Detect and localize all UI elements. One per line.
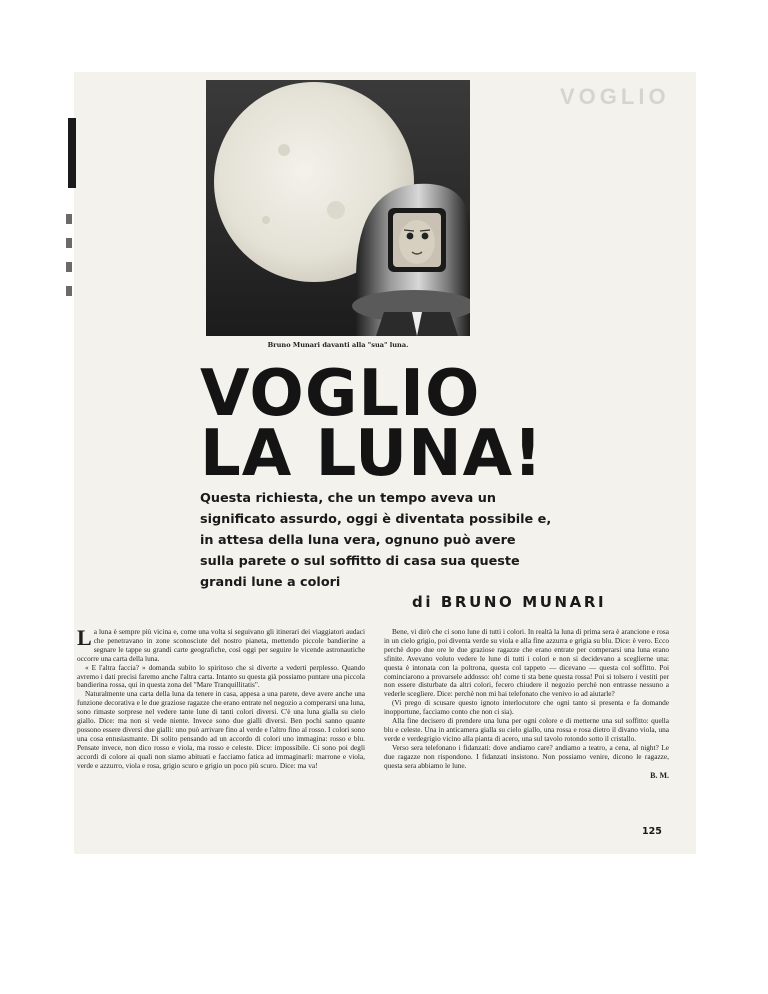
facing-page-edge [68,118,76,188]
byline: di BRUNO MUNARI [412,593,607,611]
title-line-2: LA LUNA! [200,417,544,491]
text-column-right [384,628,669,780]
author-signature: B. M. [650,770,669,780]
facing-page-fragments [66,200,76,320]
bleed-through-title: VOGLIO [560,84,670,109]
paragraph: Alla fine decisero di prendere una luna per ogni colore e di metterne una sul soffitto: quella blu e celeste. Una in anticamera gialla su cielo giallo, una rossa e rosa dietro il divano viola, una verde e verdegrigio vicino alla pianta di acero, una sul tavolo rotondo sotto il cristallo. [384,716,669,743]
paragraph: Verso sera telefonano i fidanzati: dove andiamo care? andiamo a teatro, a cena, al night? Le due ragazze non rispondono. I fidanzati insistono. Non possiamo venire, dicono le ragazze, questa sera abbiamo le lune. [384,742,669,770]
photo-caption: Bruno Munari davanti alla "sua" luna. [267,341,409,349]
article-subtitle: Questa richiesta, che un tempo aveva un significato assurdo, oggi è diventata possibile e, in attesa della luna vera, ognuno può avere sulla parete o sul soffitto di casa sua queste grandi lune a colori [200,491,552,590]
drop-cap: L [77,625,92,650]
photo-munari-moon [206,80,470,336]
article-title [200,357,544,491]
title-line-1: VOGLIO [200,357,481,431]
paragraph: « E l'altra faccia? » domanda subito lo spiritoso che si diverte a vederti perplesso. Quando avremo i dati precisi faremo anche l'altra carta. Intanto su questa già possiamo puntare una piccola bandierina rossa, qui in questa zona del "Mare Tranquillitatis". [77,662,365,690]
paragraph: La luna è sempre più vicina e, come una volta si seguivano gli itinerari dei viaggiatori audaci che penetravano in zone sconosciute del nostro pianeta, mettendo piccole bandierine a segnare le tappe su grandi carte geografiche, così oggi per seguire le vicende astronautiche occorre una carta della luna. [77,625,365,663]
text-column-left [77,625,365,771]
page-number: 125 [642,826,662,837]
paragraph: Naturalmente una carta della luna da tenere in casa, appesa a una parete, deve avere anche una funzione decorativa e le due graziose ragazze che erano entrate nel negozio a comperarsi una luna, sono rimaste sorprese nel vedere tante lune di tanti colori diversi. C'è una luna gialla su cielo giallo. Dice: ma non si vede niente. Invece sono due gialli diversi. Ben pochi sanno quante possono essere diversi due gialli: uno può arrivare fino al verde e l'altro fino al rosso. I colori sono una cosa entusiasmante. Di solito pensando ad un accordo di colori uno immagina: rosso e blu. Pensate invece, non dico rosso e viola, ma rosso e celeste. Dice: impossibile. Ci sono poi degli accordi di colore ai quali non siamo abituati e facciamo fatica ad immaginarli: marrone e viola, verde e azzurro, viola e rosa, grigio scuro e grigio un poco più scuro. Dice: ma va! [77,689,365,770]
paragraph: (Vi prego di scusare questo ignoto interlocutore che ogni tanto si presenta e fa domande inopportune, facciamo conto che non ci sia). [384,698,669,717]
paragraph: Bene, vi dirò che ci sono lune di tutti i colori. In realtà la luna di prima sera è arancione e rosa in un cielo grigio, poi diventa verde su viola e alla fine azzurra e grigia su blu. Dice: è vero. Ecco perchè dopo due ore le due graziose ragazze che erano entrate per comperarsi una luna erano sfinite. Avevano voluto vedere le lune di tutti i colori e non si decidevano a sceglierne una: questa è intonata con la poltrona, questa col tappeto — dicevano — questa col soffitto. Poi cominciarono a provarsele addosso: oh! come ti sta bene questa rossa! Poi si tolsero i vestiti per non essere disturbate da altri colori, fecero chiudere il negozio perchè non entrasse nessuno a vederle scegliere. Dice: perchè non mi hai telefonato che venivo io ad aiutarle? [384,627,669,699]
